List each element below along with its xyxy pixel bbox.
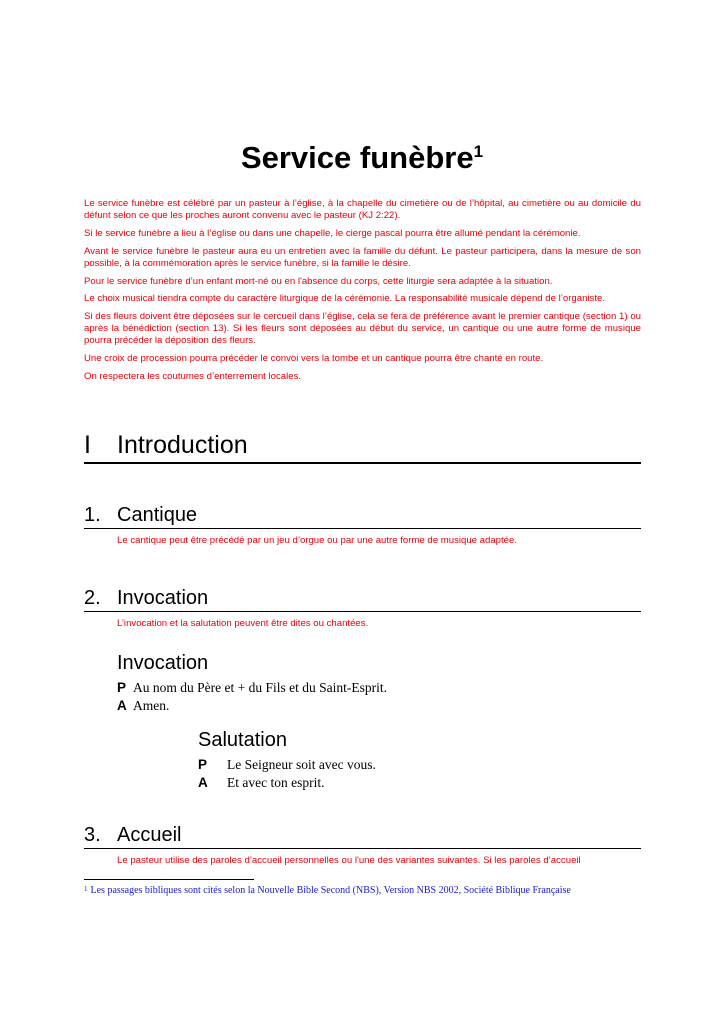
section-heading-invocation: [84, 585, 641, 612]
liturgy-text: Le Seigneur soit avec vous.: [227, 757, 376, 772]
liturgy-line: [117, 697, 169, 715]
role-marker: P: [198, 757, 208, 772]
footnote-marker: 1: [84, 885, 88, 893]
section-number: 2.: [84, 587, 101, 609]
footnote-separator: [84, 879, 254, 880]
liturgy-text: Et avec ton esprit.: [227, 775, 325, 790]
intro-rubrics: [84, 198, 641, 388]
title-footnote-ref: 1: [473, 142, 484, 161]
intro-paragraph: Pour le service funèbre d’un enfant mort-né ou en l'absence du corps, cette liturgie sera adaptée à la situation.: [84, 275, 553, 287]
section-number: 1.: [84, 504, 101, 526]
intro-paragraph: Une croix de procession pourra précéder le convoi vers la tombe et un cantique pourra être chanté en route.: [84, 353, 544, 365]
intro-paragraph: Le choix musical tiendra compte du caractère liturgique de la cérémonie. La responsabilité musicale dépend de l’organiste.: [84, 293, 606, 305]
liturgy-line: [117, 679, 387, 697]
role-marker: A: [117, 698, 127, 713]
intro-paragraph: Si des fleurs doivent être déposées sur le cercueil dans l’église, cela se fera de préférence avant le premier cantique (section 1) ou après la bénédiction (section 13). Si les fleurs sont déposées au début du service, un cantique ou une autre forme de musique pourra précéder la déposition des fleurs.: [84, 310, 641, 347]
section-note: L’invocation et la salutation peuvent être dites ou chantées.: [117, 618, 369, 629]
section-heading-cantique: [84, 502, 641, 529]
part-number: I: [84, 431, 91, 459]
liturgy-line: [198, 774, 324, 792]
footnote: [84, 884, 644, 898]
section-note: Le pasteur utilise des paroles d’accueil personnelles ou l'une des variantes suivantes. Si les paroles d’accueil: [117, 855, 581, 866]
liturgy-line: [198, 756, 376, 774]
section-heading-accueil: [84, 822, 641, 849]
intro-paragraph: Avant le service funèbre le pasteur aura eu un entretien avec la famille du défunt. Le pasteur participera, dans la mesure de son possible, à la commémoration après le service funèbre, si la famille le désire.: [84, 245, 641, 269]
role-marker: A: [198, 775, 208, 790]
section-note: Le cantique peut être précédé par un jeu d’orgue ou par une autre forme de musique adaptée.: [117, 535, 518, 546]
section-title: Accueil: [117, 824, 182, 846]
invocation-heading: Invocation: [117, 652, 209, 674]
intro-paragraph: On respectera les coutumes d’enterrement locales.: [84, 370, 302, 382]
intro-paragraph: Si le service funèbre a lieu à l’église ou dans une chapelle, le cierge pascal pourra être allumé pendant la cérémonie.: [84, 227, 581, 239]
salutation-heading: Salutation: [198, 729, 287, 751]
page-title-text: Service funèbre: [240, 140, 474, 175]
section-title: Invocation: [117, 587, 209, 609]
footnote-text: Les passages bibliques sont cités selon la Nouvelle Bible Second (NBS), Version NBS 2002, Société Biblique Française: [90, 885, 571, 896]
liturgy-text: Au nom du Père et + du Fils et du Saint-Esprit.: [133, 680, 387, 695]
page-title: [0, 138, 724, 178]
role-marker: P: [117, 680, 127, 695]
part-title: Introduction: [117, 431, 248, 459]
section-title: Cantique: [117, 504, 198, 526]
section-number: 3.: [84, 824, 101, 846]
intro-paragraph: Le service funèbre est célébré par un pasteur à l’église, à la chapelle du cimetière ou de l’hôpital, au cimetière ou au domicile du défunt selon ce que les proches auront convenu avec le pasteur (KJ 2:22).: [84, 198, 641, 222]
part-heading: [84, 428, 641, 464]
liturgy-text: Amen.: [133, 698, 170, 713]
